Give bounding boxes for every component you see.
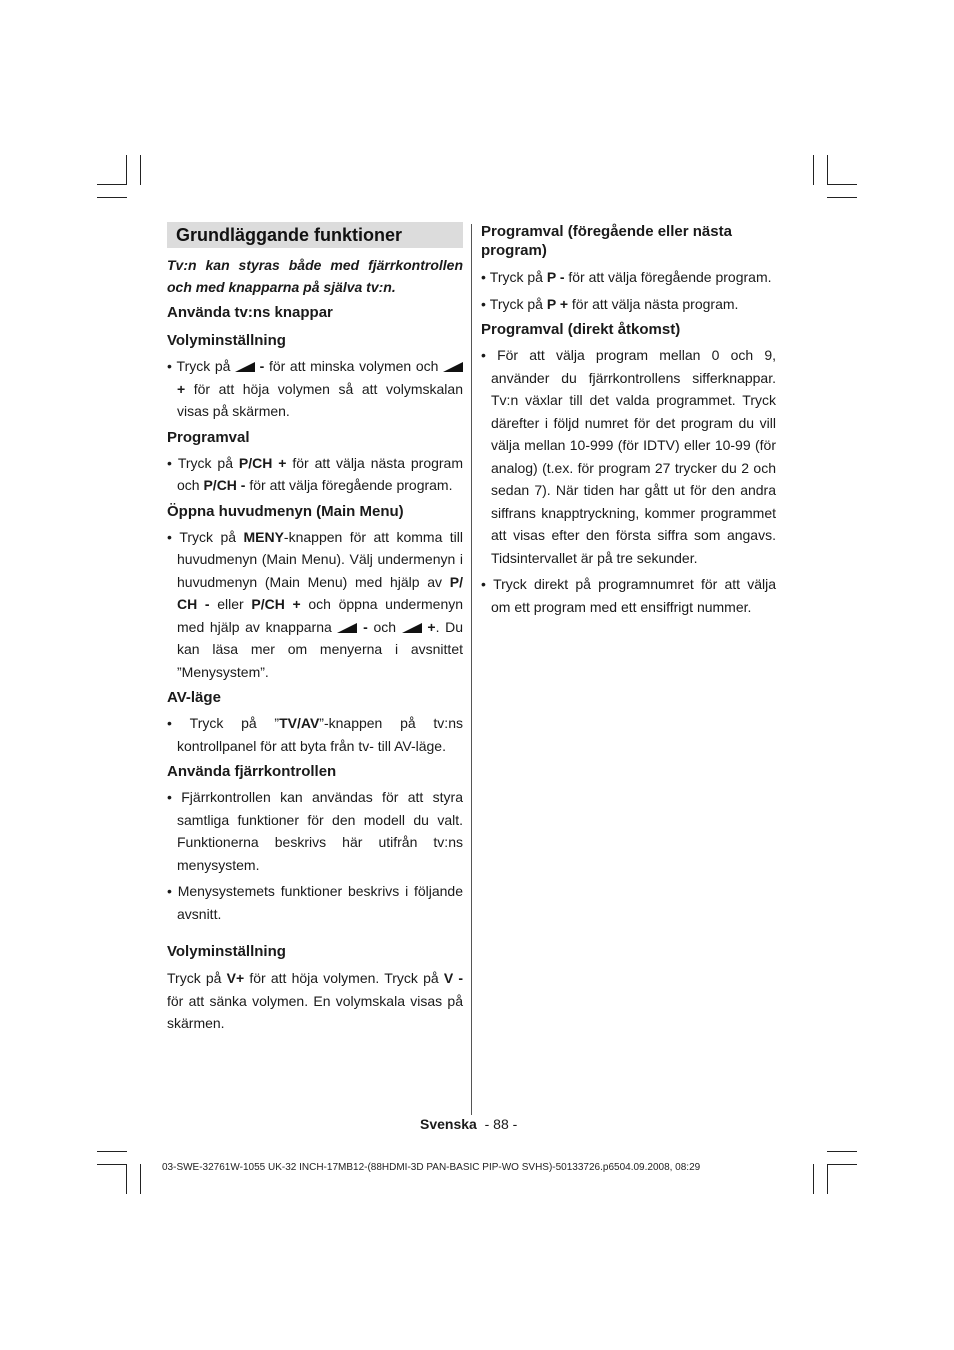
- crop-mark: [97, 1164, 127, 1165]
- heading-direct-access: Programval (direkt åtkomst): [481, 321, 681, 338]
- list-item-remote-1: • Fjärrkontrollen kan användas för att styra samtliga funktioner för den modell du valt. Funktionerna beskrivs här utifrån tv:ns menysystem.: [167, 789, 463, 873]
- print-code: 03-SWE-32761W-1055 UK-32 INCH-17MB12-(88HDMI-3D PAN-BASIC PIP-WO SVHS)-50133726.p65: [162, 1162, 620, 1173]
- crop-mark: [827, 184, 857, 185]
- crop-mark: [97, 184, 127, 185]
- volume-wedge-icon: [337, 623, 357, 633]
- heading-tv-buttons: Använda tv:ns knappar: [167, 304, 333, 321]
- crop-mark: [827, 1151, 857, 1152]
- list-item-programval: • Tryck på P/CH + för att välja nästa program och P/CH - för att välja föregående program.: [167, 454, 464, 493]
- heading-av-mode: AV-läge: [167, 689, 221, 706]
- list-item-remote-2: • Menysystemets funktioner beskrivs i följande avsnitt.: [167, 883, 463, 922]
- volume-wedge-icon: [235, 362, 255, 372]
- list-item-direct-2: • Tryck direkt på programnumret för att välja om ett program med ett ensiffrigt nummer.: [481, 576, 776, 615]
- heading-volume: Volyminställning: [167, 332, 286, 349]
- crop-mark: [827, 155, 828, 185]
- crop-mark: [813, 1164, 814, 1194]
- crop-mark: [140, 155, 141, 185]
- crop-mark: [827, 1164, 828, 1194]
- crop-mark: [827, 1164, 857, 1165]
- crop-mark: [126, 155, 127, 185]
- heading-programval: Programval: [167, 428, 250, 446]
- print-date: 04.09.2008, 08:29: [619, 1162, 701, 1173]
- crop-mark: [813, 155, 814, 185]
- left-column: [167, 222, 463, 1035]
- page-title: Grundläggande funktioner: [167, 222, 463, 248]
- heading-volume-2: Volyminställning: [167, 943, 286, 960]
- print-slug: [162, 1162, 700, 1173]
- volume-wedge-icon: [402, 623, 422, 633]
- list-item-volume: • Tryck på - för att minska volymen och + för att höja volymen så att volymskalan visas på skärmen.: [167, 358, 463, 419]
- right-column: [481, 222, 776, 622]
- footer-language: Svenska: [420, 1116, 477, 1132]
- crop-mark: [827, 197, 857, 198]
- crop-mark: [126, 1164, 127, 1194]
- list-item-prev-program: • Tryck på P - för att välja föregående program.: [481, 269, 772, 285]
- volume-wedge-icon: [443, 362, 463, 372]
- crop-mark: [97, 197, 127, 198]
- page-number: - 88 -: [484, 1116, 518, 1132]
- paragraph-volume-2: Tryck på V+ för att höja volymen. Tryck på V - för att sänka volymen. En volymskala visas på skärmen.: [167, 970, 464, 1031]
- list-item-av-mode: • Tryck på ”TV/AV”-knappen på tv:ns kontrollpanel för att byta från tv- till AV-läge.: [167, 715, 463, 754]
- heading-remote: Använda fjärrkontrollen: [167, 763, 337, 780]
- crop-mark: [97, 1151, 127, 1152]
- crop-mark: [140, 1164, 141, 1194]
- list-item-direct-1: • För att välja program mellan 0 och 9, använder du fjärrkontrollens sifferknappar. Tv:n växlar till det valda programmet. Tryck därefter i följd numret för det program du vill välja mellan 10-999 (för IDTV) eller 10-99 (för analog) (t.ex. för program 27 trycker du 2 och sedan 7). När tiden har gått ut för den andra siffrans knapptryckning, kommer programmet att visas efter den första siffra som angavs. Tidsintervallet är på tre sekunder.: [481, 347, 776, 566]
- page-footer: [420, 1116, 517, 1132]
- list-item-next-program: • Tryck på P + för att välja nästa program.: [481, 295, 739, 312]
- heading-prev-next-program: Programval (föregående eller nästa program): [481, 223, 732, 259]
- column-divider: [471, 224, 472, 1115]
- heading-main-menu: Öppna huvudmenyn (Main Menu): [167, 502, 404, 520]
- intro-text: Tv:n kan styras både med fjärrkontrollen och med knapparna på själva tv:n.: [167, 257, 463, 295]
- list-item-main-menu: • Tryck på MENY-knappen för att komma till huvudmenyn (Main Menu). Välj undermenyn i huvudmenyn (Main Menu) med hjälp av P/ CH - eller P/CH + och öppna undermenyn med hjälp av knapparna - och +. Du kan läsa mer om menyerna i avsnittet ”Menysystem”.: [167, 528, 464, 680]
